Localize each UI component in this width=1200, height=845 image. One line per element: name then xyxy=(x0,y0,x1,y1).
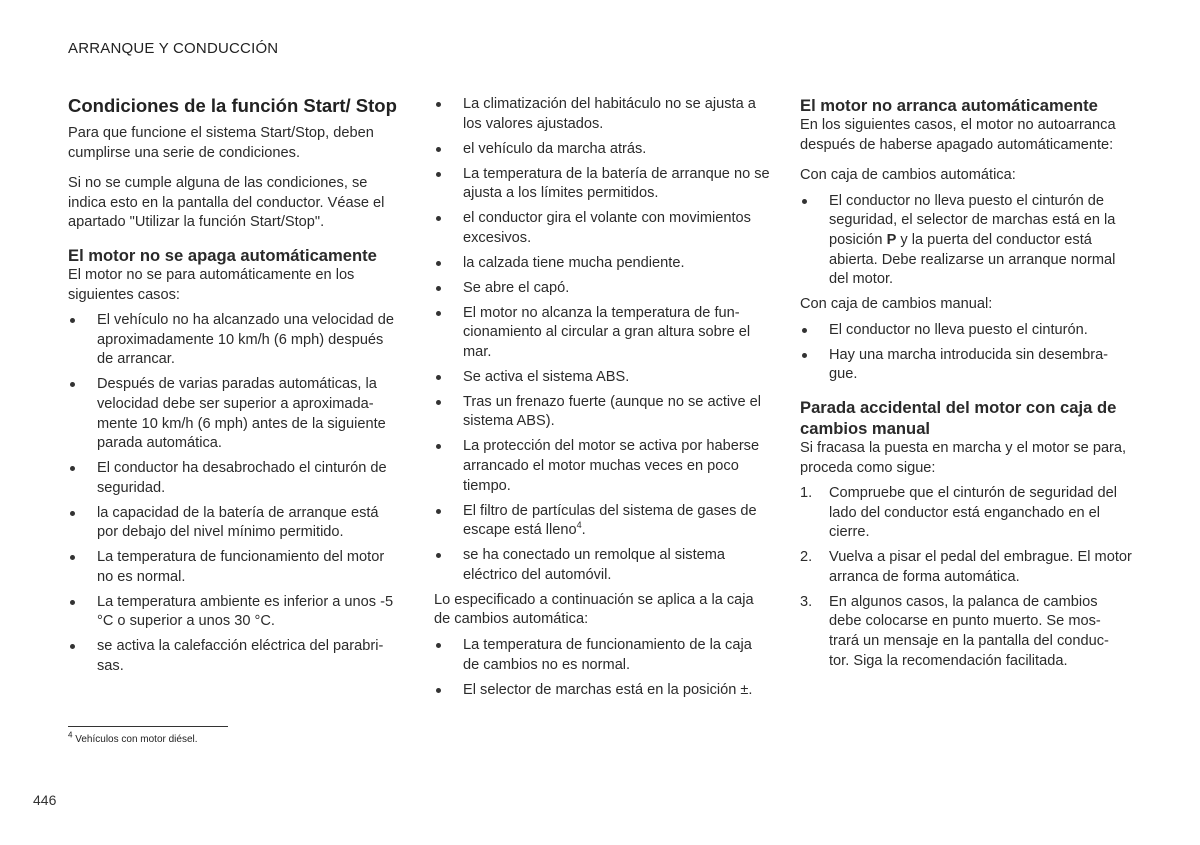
footnote-text: Vehículos con motor diésel. xyxy=(75,734,198,745)
list-item: La temperatura de funcionamiento del motor no es normal. xyxy=(68,548,400,587)
auto-gearbox-lead: Lo especificado a continuación se aplica a la caja de cambios automática: xyxy=(434,591,754,628)
section-title: Condiciones de la función Start/ Stop xyxy=(68,95,397,116)
list-item-text: El conductor no lleva puesto el cinturón de seguridad, el selector de marchas está en la posición xyxy=(829,192,1116,248)
list-item: La temperatura de la batería de arranque no se ajusta a los límites permitidos. xyxy=(434,165,770,204)
manual-gearbox-list xyxy=(800,321,1132,385)
list-item: Después de varias paradas automáticas, la velocidad debe ser superior a aproximada- mente 10 km/h (6 mph) antes de la siguiente parada automática. xyxy=(68,375,400,453)
list-item: el conductor gira el volante con movimientos excesivos. xyxy=(434,209,770,248)
list-item: El conductor ha desabrochado el cinturón de seguridad. xyxy=(68,459,400,498)
column-1 xyxy=(68,95,400,682)
list-item: Tras un frenazo fuerte (aunque no se active el sistema ABS). xyxy=(434,393,770,432)
list-item: Hay una marcha introducida sin desembra- gue. xyxy=(800,346,1132,385)
lead-paragraph: El motor no se para automáticamente en los siguientes casos: xyxy=(68,266,355,303)
auto-gearbox-list xyxy=(434,636,770,700)
step-number: 3. xyxy=(800,593,813,610)
step-item xyxy=(800,484,1132,543)
list-item: la capacidad de la batería de arranque está por debajo del nivel mínimo permitido. xyxy=(68,504,400,543)
list-item: El motor no alcanza la temperatura de fun- cionamiento al circular a gran altura sobre el mar. xyxy=(434,304,770,363)
list-item: El selector de marchas está en la posición ±. xyxy=(434,681,770,701)
condition-list-continued xyxy=(434,95,770,585)
subsection-title: El motor no se apaga automáticamente xyxy=(68,245,377,265)
step-text: En algunos casos, la palanca de cambios debe colocarse en punto muerto. Se mos- trará un mensaje en la pantalla del conduc- tor. Siga la recomendación facilitada. xyxy=(829,593,1109,669)
step-number: 1. xyxy=(800,485,813,502)
list-item: Se activa el sistema ABS. xyxy=(434,368,770,388)
step-text: Vuelva a pisar el pedal del embrague. El motor arranca de forma automática. xyxy=(829,549,1132,585)
lead-paragraph: En los siguientes casos, el motor no autoarranca después de haberse apagado automáticamente: xyxy=(800,117,1116,153)
gear-position-p: P xyxy=(886,231,897,248)
auto-gearbox-label: Con caja de cambios automática: xyxy=(800,167,1016,184)
list-item: el vehículo da marcha atrás. xyxy=(434,140,770,160)
list-item: se activa la calefacción eléctrica del parabri- sas. xyxy=(68,637,400,676)
subsection-title: El motor no arranca automáticamente xyxy=(800,96,1098,115)
steps-list xyxy=(800,484,1132,671)
step-number: 2. xyxy=(800,549,813,566)
list-item: Se abre el capó. xyxy=(434,279,770,299)
section-header: ARRANQUE Y CONDUCCIÓN xyxy=(68,40,279,57)
list-item: se ha conectado un remolque al sistema eléctrico del automóvil. xyxy=(434,546,770,585)
list-item: El conductor no lleva puesto el cinturón. xyxy=(800,321,1132,341)
step-text: Compruebe que el cinturón de seguridad del lado del conductor está enganchado en el cierre. xyxy=(829,485,1118,541)
page-number: 446 xyxy=(33,792,57,808)
auto-gearbox-list xyxy=(800,192,1132,290)
filter-text: El filtro de partículas del sistema de gases de escape está lleno xyxy=(463,502,757,539)
step-item xyxy=(800,548,1132,587)
intro-paragraph-2: Si no se cumple alguna de las condiciones, se indica esto en la pantalla del conductor. Véase el apartado "Utilizar la función Start/Stop". xyxy=(68,175,385,231)
list-item: La protección del motor se activa por haberse arrancado el motor muchas veces en poco tiempo. xyxy=(434,437,770,496)
column-2 xyxy=(434,95,770,706)
lead-paragraph: Si fracasa la puesta en marcha y el motor se para, proceda como sigue: xyxy=(800,439,1127,476)
footnote-ref: 4 xyxy=(576,520,582,531)
step-item xyxy=(800,593,1132,671)
column-3 xyxy=(800,95,1132,677)
list-item: La temperatura de funcionamiento de la caja de cambios no es normal. xyxy=(434,636,770,675)
list-item xyxy=(800,192,1132,290)
footnote-divider xyxy=(68,726,228,727)
intro-paragraph: Para que funcione el sistema Start/Stop, deben cumplirse una serie de condiciones. xyxy=(68,125,374,161)
condition-list xyxy=(68,311,400,676)
footnote xyxy=(68,730,198,745)
list-item-filter xyxy=(434,502,770,541)
list-item: la calzada tiene mucha pendiente. xyxy=(434,254,770,274)
list-item: La climatización del habitáculo no se ajusta a los valores ajustados. xyxy=(434,95,770,134)
list-item: El vehículo no ha alcanzado una velocidad de aproximadamente 10 km/h (6 mph) después de arrancar. xyxy=(68,311,400,370)
manual-gearbox-label: Con caja de cambios manual: xyxy=(800,296,993,313)
subsection-title: Parada accidental del motor con caja de cambios manual xyxy=(800,397,1117,438)
footnote-number: 4 xyxy=(68,730,73,740)
filter-text-end: . xyxy=(581,522,586,539)
list-item-text: y la puerta del conductor está abierta. Debe realizarse un arranque normal del motor. xyxy=(829,231,1116,288)
list-item: La temperatura ambiente es inferior a unos -5 °C o superior a unos 30 °C. xyxy=(68,593,400,632)
